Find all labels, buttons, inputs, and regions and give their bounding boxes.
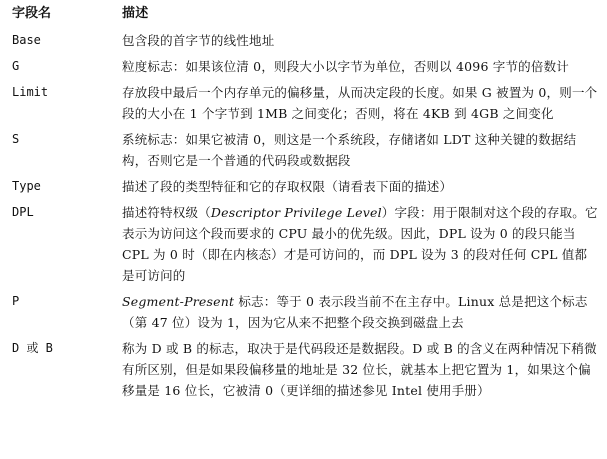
field-description: 包含段的首字节的线性地址: [122, 33, 275, 48]
table-row-limit: [12, 82, 599, 124]
field-description: [122, 291, 599, 333]
description-italic-term: Descriptor Privilege Level: [210, 205, 382, 220]
field-description: 存放段中最后一个内存单元的偏移量，从而决定段的长度。如果 G 被置为 0，则一个段的大小在 1 个字节到 1MB 之间变化；否则，将在 4KB 到 4GB 之间变化: [122, 85, 598, 121]
field-description: [122, 202, 599, 286]
field-name: D 或 B: [12, 341, 53, 355]
table-row-s: [12, 129, 599, 171]
field-name: P: [12, 294, 20, 308]
table-row-g: [12, 56, 599, 77]
table-row-d-or-b: [12, 338, 599, 401]
column-header-description: 描述: [122, 6, 149, 21]
table-header: [12, 3, 599, 25]
description-prefix: 描述符特权级（: [122, 205, 211, 220]
field-name: Base: [12, 33, 41, 47]
field-name: Limit: [12, 85, 49, 99]
field-name: S: [12, 132, 20, 146]
field-name: Type: [12, 179, 41, 193]
field-name: DPL: [12, 205, 34, 219]
table-row-base: [12, 30, 599, 51]
field-name: G: [12, 59, 20, 73]
table-row-dpl: [12, 202, 599, 286]
field-description: 称为 D 或 B 的标志，取决于是代码段还是数据段。D 或 B 的含义在两种情况下稍微有所区别，但是如果段偏移量的地址是 32 位长，就基本上把它置为 1，如果这个偏移量是 16 位长，它被清 0（更详细的描述参见 Intel 使用手册）: [122, 341, 597, 398]
description-suffix: ）字段：用于限制对这个段的存取。它表示为访问这个段而要求的 CPU 最小的优先级。因此，DPL 设为 0 的段只能当 CPL 为 0 时（即在内核态）才是可访问的，而 DPL 设为 3 的段对任何 CPL 值都是可访问的: [122, 205, 598, 283]
field-description: 描述了段的类型特征和它的存取权限（请看表下面的描述）: [122, 179, 453, 194]
field-description: 粒度标志：如果该位清 0，则段大小以字节为单位，否则以 4096 字节的倍数计: [122, 59, 569, 74]
table-row-p: [12, 291, 599, 333]
table-row-type: [12, 176, 599, 197]
column-header-field: 字段名: [12, 6, 52, 21]
description-italic-term: Segment-Present: [122, 294, 235, 309]
description-suffix: 标志：等于 0 表示段当前不在主存中。Linux 总是把这个标志（第 47 位）设为 1，因为它从来不把整个段交换到磁盘上去: [122, 294, 588, 330]
field-description: 系统标志：如果它被清 0，则这是一个系统段，存储诸如 LDT 这种关键的数据结构，否则它是一个普通的代码段或数据段: [122, 132, 577, 168]
